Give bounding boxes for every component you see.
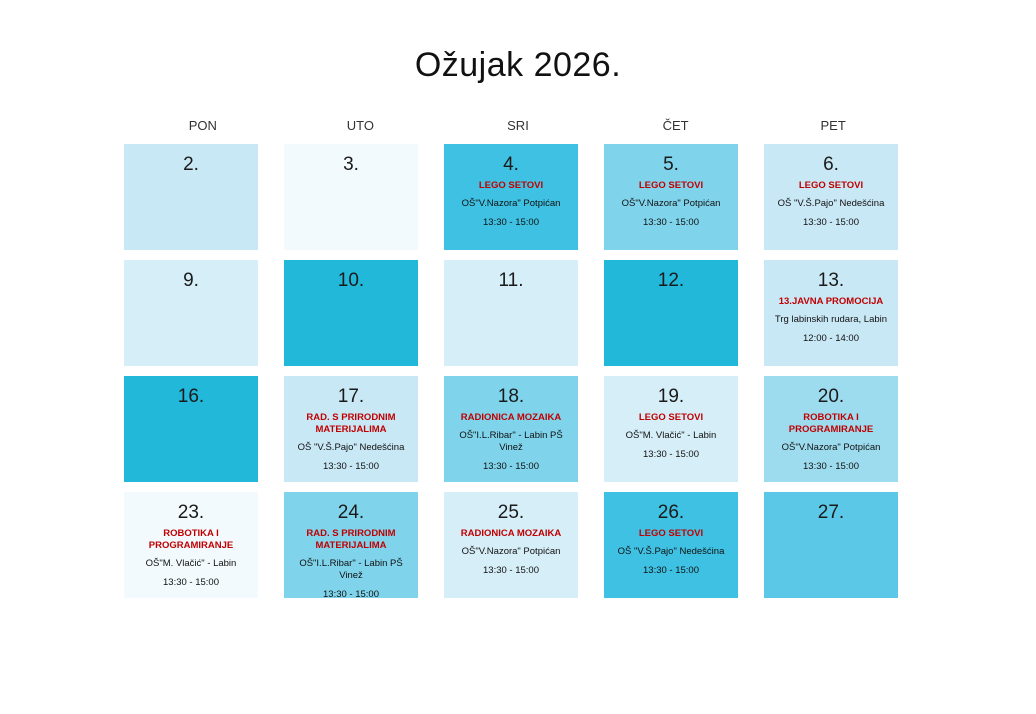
day-number: 5. [663,154,679,175]
event-time: 13:30 - 15:00 [483,217,539,228]
event-title: LEGO SETOVI [638,412,704,423]
event-place: OŠ"V.Nazora" Potpićan [621,198,721,209]
day-cell[interactable] [124,144,258,250]
event-time: 13:30 - 15:00 [803,217,859,228]
day-number: 10. [337,270,365,291]
day-cell[interactable] [444,144,578,250]
day-number: 3. [343,154,359,175]
event-title: RADIONICA MOZAIKA [460,412,562,423]
day-cell[interactable] [124,492,258,598]
event-title: RAD. S PRIRODNIM MATERIJALIMA [306,528,396,551]
event-title: LEGO SETOVI [478,180,544,191]
day-number: 12. [657,270,685,291]
event-place: OŠ"I.L.Ribar" - Labin PŠ Vinež [459,430,563,453]
calendar-week-row [124,376,912,482]
event-title: 13.JAVNA PROMOCIJA [778,296,884,307]
calendar-grid [124,118,912,608]
day-cell[interactable] [764,376,898,482]
event-time: 13:30 - 15:00 [643,449,699,460]
event-time: 13:30 - 15:00 [483,461,539,472]
event-title: RADIONICA MOZAIKA [460,528,562,539]
event-time: 13:30 - 15:00 [483,565,539,576]
weekday-header-pet: PET [820,118,846,133]
day-cell[interactable] [444,260,578,366]
day-number: 25. [497,502,525,523]
event-place: OŠ "V.Š.Pajo" Nedešćina [777,198,885,209]
day-number: 11. [498,270,524,291]
event-time: 13:30 - 15:00 [643,565,699,576]
calendar-week-row [124,260,912,366]
day-number: 13. [817,270,845,291]
event-time: 13:30 - 15:00 [163,577,219,588]
weekday-header-pon: PON [188,118,217,133]
day-number: 6. [823,154,839,175]
day-cell[interactable] [284,260,418,366]
event-title: ROBOTIKA I PROGRAMIRANJE [148,528,234,551]
event-place: OŠ"V.Nazora" Potpićan [461,546,561,557]
day-number: 18. [497,386,525,407]
event-title: ROBOTIKA I PROGRAMIRANJE [788,412,874,435]
calendar-week-row [124,144,912,250]
event-place: OŠ"V.Nazora" Potpićan [461,198,561,209]
event-time: 13:30 - 15:00 [803,461,859,472]
event-time: 13:30 - 15:00 [323,589,379,598]
day-number: 20. [817,386,845,407]
event-place: OŠ"M. Vlačić" - Labin [625,430,717,441]
day-cell[interactable] [124,260,258,366]
event-title: LEGO SETOVI [638,180,704,191]
weekday-header-cet: ČET [662,118,689,133]
page-title: Ožujak 2026. [414,46,622,84]
day-cell[interactable] [764,260,898,366]
day-cell[interactable] [124,376,258,482]
day-cell[interactable] [604,260,738,366]
weekday-header-row [124,118,912,144]
day-number: 19. [657,386,685,407]
event-place: OŠ"I.L.Ribar" - Labin PŠ Vinež [299,558,403,581]
weekday-header-uto: UTO [346,118,374,133]
day-cell[interactable] [604,492,738,598]
day-number: 27. [817,502,845,523]
event-title: LEGO SETOVI [798,180,864,191]
event-time: 12:00 - 14:00 [803,333,859,344]
event-place: OŠ "V.Š.Pajo" Nedešćina [297,442,405,453]
day-cell[interactable] [284,376,418,482]
day-cell[interactable] [764,492,898,598]
day-cell[interactable] [284,492,418,598]
event-place: OŠ "V.Š.Pajo" Nedešćina [617,546,725,557]
day-number: 16. [177,386,205,407]
event-title: RAD. S PRIRODNIM MATERIJALIMA [306,412,396,435]
day-number: 17. [337,386,365,407]
day-number: 2. [183,154,199,175]
event-place: Trg labinskih rudara, Labin [774,314,888,325]
event-place: OŠ"M. Vlačić" - Labin [145,558,237,569]
event-place: OŠ"V.Nazora" Potpićan [781,442,881,453]
event-title: LEGO SETOVI [638,528,704,539]
day-cell[interactable] [284,144,418,250]
day-number: 9. [183,270,199,291]
weekday-header-sri: SRI [507,118,529,133]
day-number: 4. [503,154,519,175]
day-number: 23. [177,502,205,523]
day-cell[interactable] [444,492,578,598]
day-number: 26. [657,502,685,523]
day-cell[interactable] [604,144,738,250]
event-time: 13:30 - 15:00 [643,217,699,228]
day-number: 24. [337,502,365,523]
day-cell[interactable] [444,376,578,482]
day-cell[interactable] [764,144,898,250]
calendar-week-row [124,492,912,598]
day-cell[interactable] [604,376,738,482]
event-time: 13:30 - 15:00 [323,461,379,472]
